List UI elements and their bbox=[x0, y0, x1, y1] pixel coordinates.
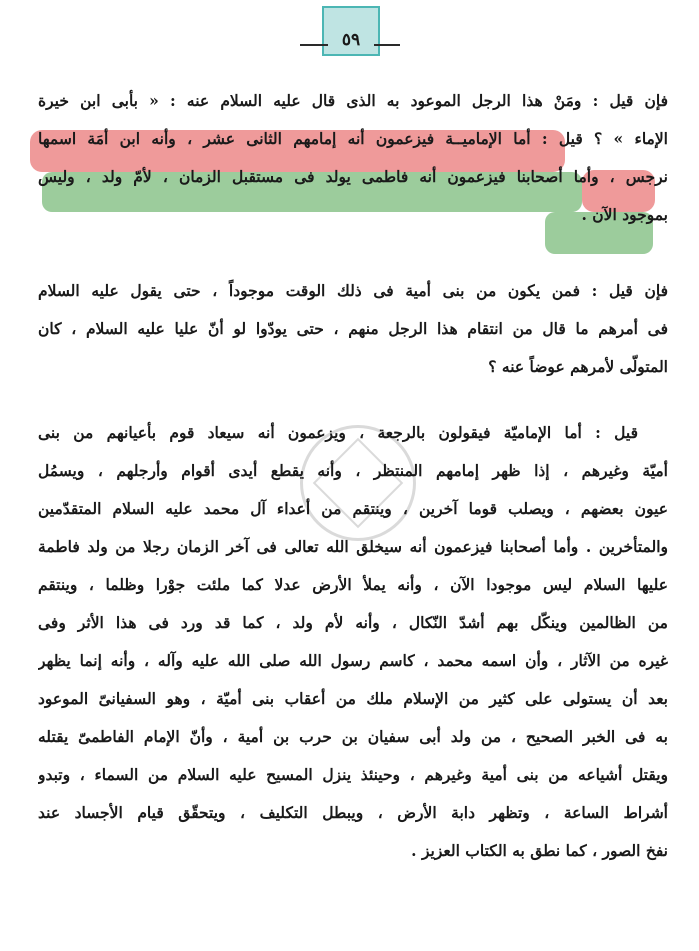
text-line: المتولّى لأمرهم عوضاً عنه ؟ bbox=[488, 357, 668, 376]
text-line: عليها السلام ليس موجودا الآن ، وأنه يملأ الأرض عدلا كما ملئت جوْرا وظلما ، وينتقم bbox=[38, 575, 668, 594]
text-line: ويقتل أشياعه من بنى أمية وغيرهم ، وحينئذ ينزل المسيح عليه السلام من السماء ، وتبدو bbox=[38, 765, 668, 784]
paragraph-3 bbox=[38, 414, 668, 870]
text-line: الإماء » ؟ قيل : أما الإماميــة فيزعمون أنه إمامهم الثانى عشر ، وأنه ابن أمَة اسمها bbox=[38, 129, 668, 148]
text-line: بعد أن يستولى على كثير من الإسلام ملك من أعقاب بنى أميّة ، وهو السفيانىّ الموعود bbox=[38, 689, 668, 708]
text-line: نفخ الصور ، كما نطق به الكتاب العزيز . bbox=[411, 841, 668, 860]
text-line: به فى الخبر الصحيح ، من ولد أبى سفيان بن حرب بن أمية ، وأنّ الإمام الفاطمىّ يقتله bbox=[38, 727, 668, 746]
text-line: فى أمرهم ما قال من انتقام هذا الرجل منهم ، حتى يودّوا لو أنّ عليا عليه السلام ، كان bbox=[38, 319, 668, 338]
text-line: فإن قيل : ومَنْ هذا الرجل الموعود به الذى قال عليه السلام عنه : « بأبى ابن خيرة bbox=[38, 91, 668, 110]
text-line: فإن قيل : فمن يكون من بنى أمية فى ذلك الوقت موجوداً ، حتى يقول عليه السلام bbox=[38, 281, 668, 300]
paragraph-2 bbox=[38, 272, 668, 386]
text-line: غيره من الآثار ، وأن اسمه محمد ، كاسم رسول الله صلى الله عليه وآله ، وأنه إنما يظهر bbox=[38, 651, 668, 670]
text-line: أميّة وغيرهم ، إذا ظهر إمامهم المنتظر ، وأنه يقطع أيدى أقوام وأرجلهم ، ويسمُل bbox=[38, 461, 668, 480]
text-line: والمتأخرين . وأما أصحابنا فيزعمون أنه سيخلق الله تعالى فى آخر الزمان رجلا من ولد فاطمة bbox=[38, 537, 668, 556]
text-line: أشراط الساعة ، وتظهر دابة الأرض ، ويبطل التكليف ، ويتحقّق قيام الأجساد عند bbox=[38, 803, 668, 822]
text-line: بموجود الآن . bbox=[581, 205, 668, 224]
text-line: عيون بعضهم ، ويصلب قوما آخرين ، وينتقم من أعداء آل محمد عليه السلام المتقدّمين bbox=[38, 499, 668, 518]
text-line: نرجس ، وأما أصحابنا فيزعمون أنه فاطمى يولد فى مستقبل الزمان ، لأمّ ولد ، وليس bbox=[38, 167, 668, 186]
text-line: قيل : أما الإماميّة فيقولون بالرجعة ، ويزعمون أنه سيعاد قوم بأعيانهم من بنى bbox=[38, 423, 638, 442]
page-number: ٥٩ bbox=[341, 30, 361, 50]
text-line: من الظالمين وينكّل بهم أشدّ النّكال ، وأنه لأم ولد ، كما قد ورد فى هذا الأثر وفى bbox=[38, 613, 668, 632]
paragraph-1 bbox=[38, 82, 668, 234]
